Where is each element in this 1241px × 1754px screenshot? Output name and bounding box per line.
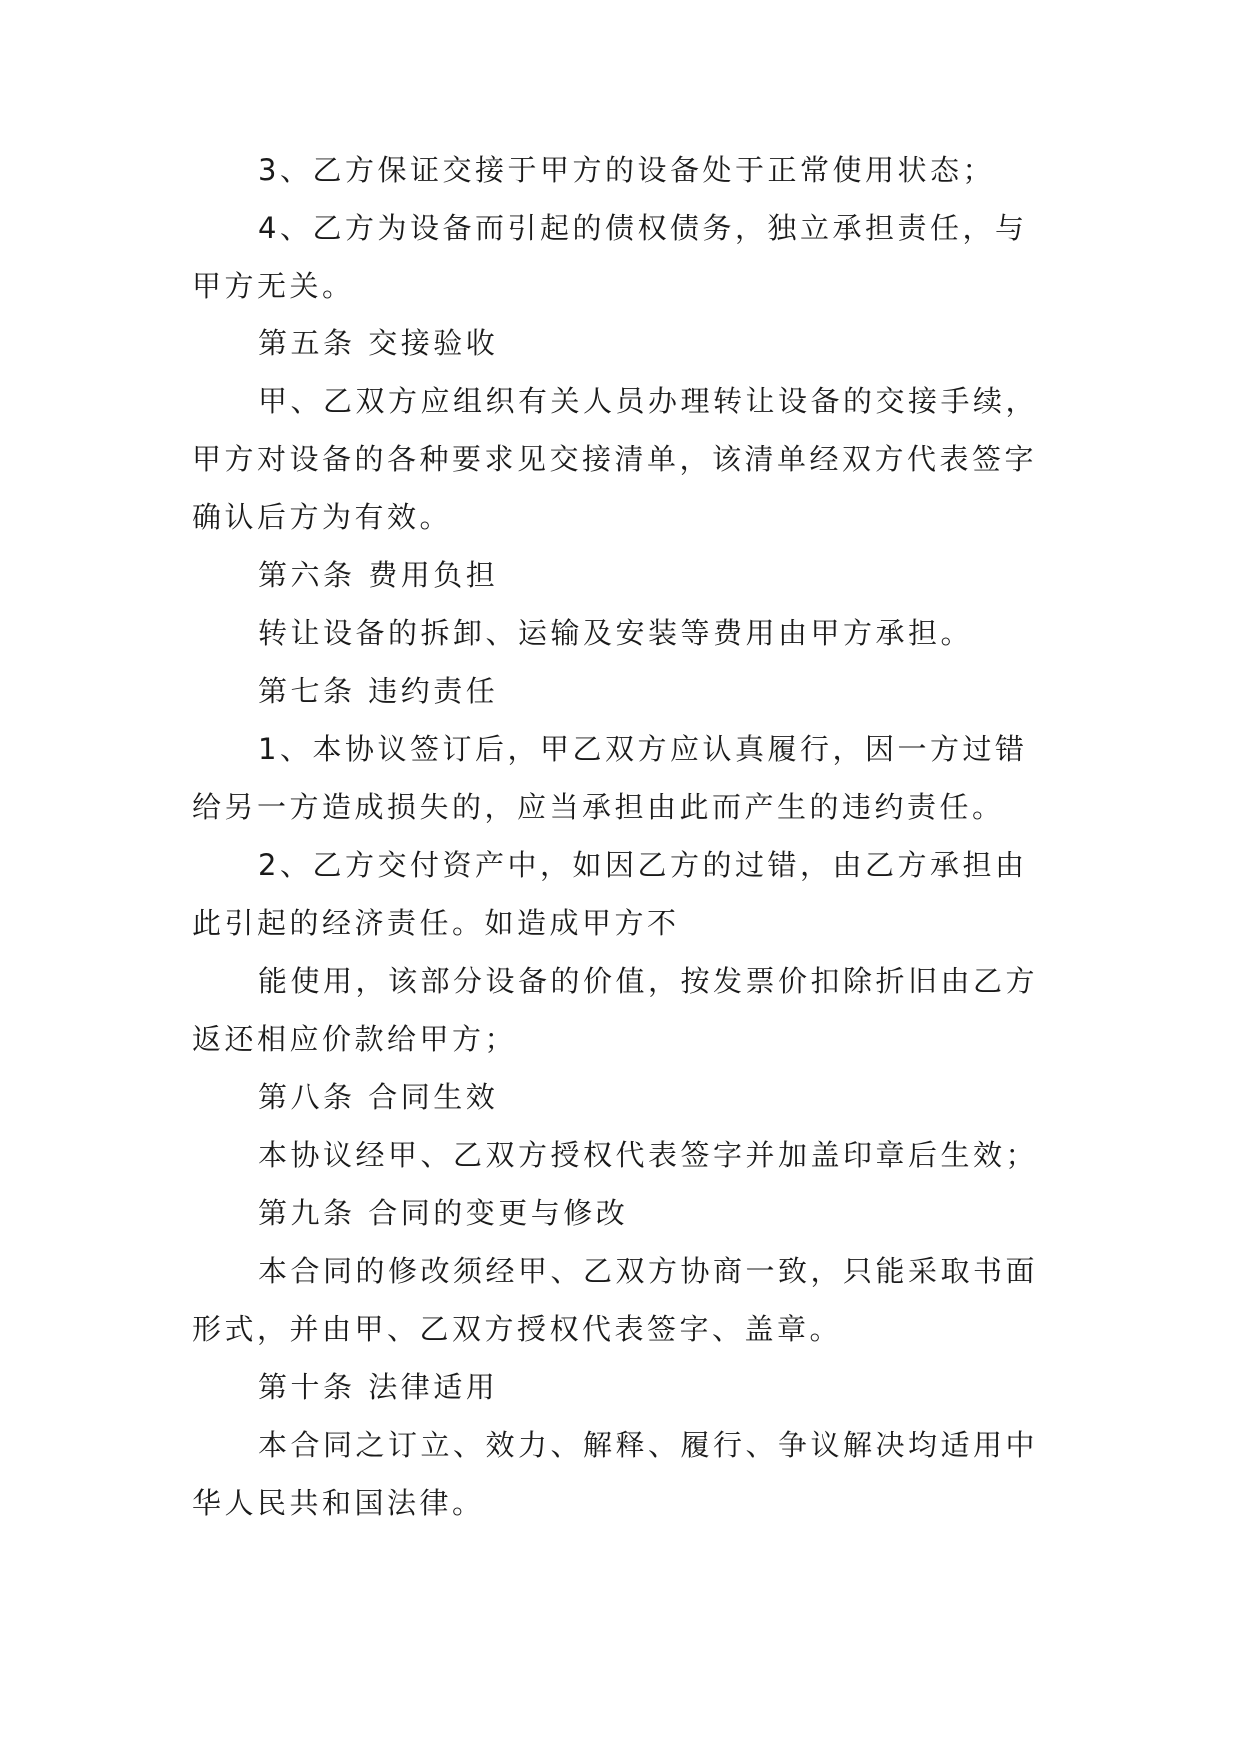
clause-10-text-line-1: 本合同之订立、效力、解释、履行、争议解决均适用中	[258, 1428, 1039, 1462]
clause-6-text: 转让设备的拆卸、运输及安装等费用由甲方承担。	[258, 616, 974, 650]
clause-4-item-3: 3、乙方保证交接于甲方的设备处于正常使用状态；	[258, 153, 995, 187]
clause-4-item-4-line-1: 4、乙方为设备而引起的债权债务，独立承担责任，与	[258, 211, 1028, 245]
clause-5-text-line-1: 甲、乙双方应组织有关人员办理转让设备的交接手续，	[258, 384, 1039, 418]
clause-7-item-1-line-2: 给另一方造成损失的，应当承担由此而产生的违约责任。	[192, 790, 1005, 824]
clause-9-text-line-2: 形式，并由甲、乙双方授权代表签字、盖章。	[192, 1312, 843, 1346]
clause-7-item-2-line-4: 返还相应价款给甲方；	[192, 1022, 518, 1056]
clause-7-item-2-line-1: 2、乙方交付资产中，如因乙方的过错，由乙方承担由	[258, 848, 1028, 882]
clause-4-item-4-line-2: 甲方无关。	[192, 269, 355, 303]
clause-5-heading: 第五条 交接验收	[258, 326, 499, 360]
clause-9-heading: 第九条 合同的变更与修改	[258, 1196, 629, 1230]
clause-5-text-line-3: 确认后方为有效。	[192, 500, 453, 534]
clause-7-item-1-line-1: 1、本协议签订后，甲乙双方应认真履行，因一方过错	[258, 732, 1028, 766]
clause-10-heading: 第十条 法律适用	[258, 1370, 499, 1404]
clause-8-heading: 第八条 合同生效	[258, 1080, 499, 1114]
clause-8-text: 本协议经甲、乙双方授权代表签字并加盖印章后生效；	[258, 1138, 1039, 1172]
clause-7-item-2-line-2: 此引起的经济责任。如造成甲方不	[192, 906, 680, 940]
clause-10-text-line-2: 华人民共和国法律。	[192, 1486, 485, 1520]
clause-7-item-2-line-3: 能使用，该部分设备的价值，按发票价扣除折旧由乙方	[258, 964, 1039, 998]
clause-6-heading: 第六条 费用负担	[258, 558, 499, 592]
clause-9-text-line-1: 本合同的修改须经甲、乙双方协商一致，只能采取书面	[258, 1254, 1039, 1288]
clause-7-heading: 第七条 违约责任	[258, 674, 499, 708]
clause-5-text-line-2: 甲方对设备的各种要求见交接清单，该清单经双方代表签字	[192, 442, 1038, 476]
